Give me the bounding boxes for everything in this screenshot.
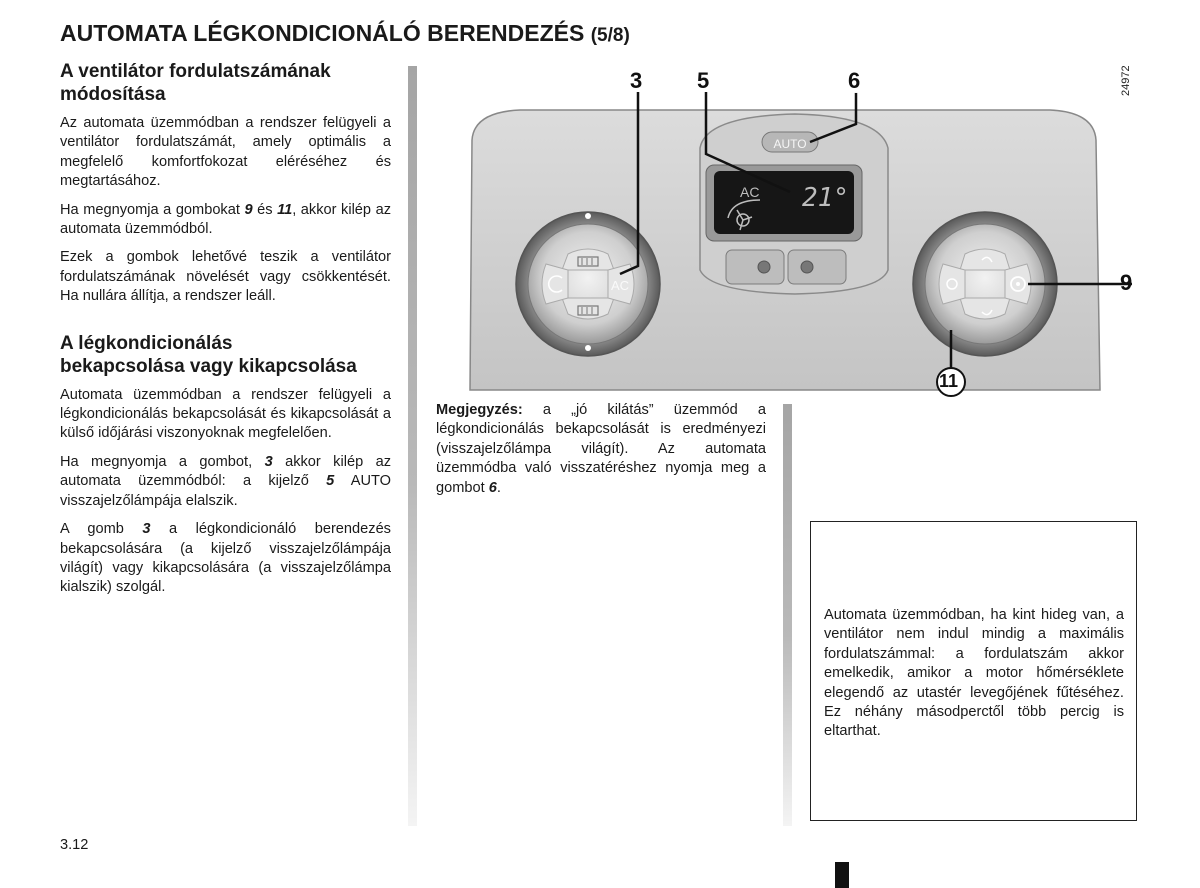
page-title	[60, 20, 630, 47]
section1-heading-line1: A ventilátor fordulatszámának	[60, 61, 331, 82]
ref-number: 11	[277, 201, 293, 218]
note-label: Megjegyzés:	[436, 402, 523, 418]
ref-number: 5	[326, 473, 335, 490]
text-span: Ha megnyomja a gombokat	[60, 201, 245, 218]
section2-paragraph3	[60, 520, 391, 598]
callout-6: 6	[848, 68, 861, 93]
control-panel-illustration	[410, 60, 1200, 400]
lower-right-button[interactable]	[788, 250, 846, 284]
indicator-dot-top	[585, 213, 591, 219]
button-led-icon	[801, 261, 813, 273]
figure-reference-number: 24972	[1120, 65, 1132, 96]
note-block	[436, 401, 766, 498]
ref-number: 3	[264, 453, 273, 470]
section2-paragraph2	[60, 453, 391, 511]
ac-button-label: AC	[610, 278, 630, 293]
left-column	[60, 60, 391, 607]
section1-paragraph3: Ezek a gombok lehetővé teszik a ventilátor fordulatszámának növelését vagy csökkentését. Ha nullára állítja, a rendszer leáll.	[60, 249, 391, 305]
page-indicator: (5/8)	[590, 25, 630, 46]
note-text: a „jó kilátás” üzemmód a légkondicionálás bekapcsolását is eredményezi (visszajelzőlámpa világít). Az automata üzemmódba való visszatéréshez nyomja meg a gombot	[436, 402, 766, 496]
text-span: a légkondicionáló berendezés bekapcsolására (a kijelző visszajelzőlámpája világít) vagy kikapcsolására (a visszajelzőlámpa kialszik) szolgál.	[60, 521, 391, 596]
button-led-icon	[758, 261, 770, 273]
column-divider-right	[783, 404, 792, 826]
text-span: Ha megnyomja a gombot,	[60, 453, 265, 470]
section-tab-marker	[835, 862, 849, 888]
info-box-text: Automata üzemmódban, ha kint hideg van, a ventilátor nem indul mindig a maximális fordulatszámmal: a fordulatszám akkor emelkedik, amikor a motor hőmérséklete elegendő az utastér levegőjének fűtéséhez. Ez néhány másodperctől több percig is eltarthat.	[824, 607, 1124, 740]
section1-heading-line2: módosítása	[60, 84, 166, 105]
section1-heading	[60, 60, 391, 106]
callout-11: 11	[939, 371, 959, 391]
ref-number: 9	[244, 201, 253, 218]
climate-control-figure	[410, 60, 1200, 400]
ref-number: 6	[488, 479, 497, 496]
text-span: és	[252, 201, 278, 218]
lower-left-button[interactable]	[726, 250, 784, 284]
lcd-temperature: 21°	[802, 183, 849, 213]
lcd-ac-indicator: AC	[740, 184, 760, 200]
text-span: , akkor kilép az automata üzemmódból.	[60, 201, 391, 238]
section2-heading	[60, 332, 391, 378]
text-span: akkor kilép az automata üzemmódból: a kijelző	[60, 453, 392, 490]
auto-label: AUTO	[773, 137, 807, 151]
ref-number: 3	[142, 521, 151, 538]
text-span: AUTO visszajelzőlámpája elalszik.	[60, 473, 392, 509]
section2-heading-line1: A légkondicionálás	[60, 332, 233, 354]
text-span: A gomb	[60, 521, 143, 538]
section2-paragraph1: Automata üzemmódban a rendszer felügyeli a légkondicionálás bekapcsolását és kikapcsolását a külső időjárási viszonyoknak megfelelően.	[60, 386, 391, 442]
note-text-end: .	[496, 479, 501, 496]
callout-3: 3	[630, 68, 643, 93]
section2-heading-line2: bekapcsolása vagy kikapcsolása	[60, 355, 357, 377]
page-number: 3.12	[60, 837, 89, 853]
recirculation-button[interactable]	[542, 264, 568, 304]
fan-decrease-button[interactable]	[939, 264, 965, 304]
indicator-dot-bottom	[585, 345, 591, 351]
info-box	[810, 521, 1137, 821]
section1-paragraph1: Az automata üzemmódban a rendszer felügyeli a ventilátor fordulatszámát, amely optimális a megfelelő komfortfokozat eléréséhez és megtartásához.	[60, 115, 391, 190]
callout-5: 5	[697, 68, 710, 93]
title-text: AUTOMATA LÉGKONDICIONÁLÓ BERENDEZÉS	[60, 20, 585, 46]
callout-9: 9	[1120, 270, 1133, 295]
section1-paragraph2	[60, 201, 391, 240]
